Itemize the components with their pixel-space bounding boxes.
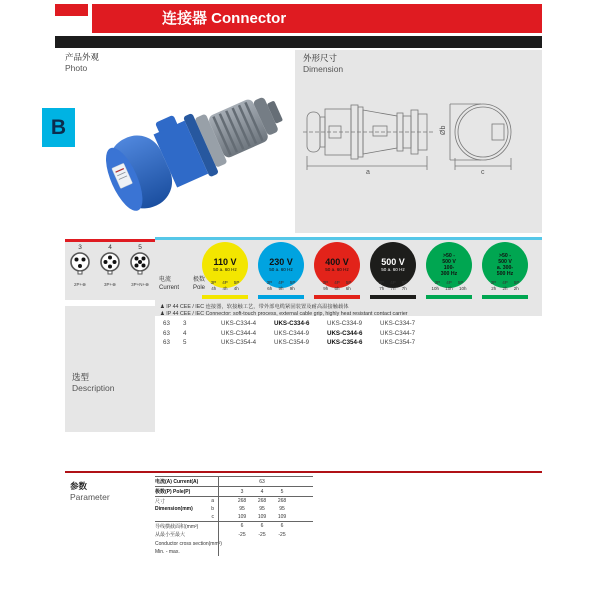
- model-code: UKS-C354-4: [221, 339, 257, 346]
- dimension-label-zh: 外形尺寸: [303, 53, 338, 63]
- dim-c-label: c: [481, 169, 485, 176]
- model-code: UKS-C344-9: [274, 329, 310, 337]
- model-code: UKS-C334-4: [221, 320, 257, 327]
- model-row: [163, 338, 538, 348]
- model-pole: 4: [183, 329, 187, 337]
- model-current: 63: [163, 320, 170, 327]
- voltage-circle-300-500hz: >50 - 500 V a. 300- 500 Hz: [482, 242, 528, 288]
- pin-count: 5: [138, 244, 142, 251]
- hour-codes-110v: 3P 4P 5P 4h 4h 4h: [210, 280, 240, 291]
- param-conductor-en-row: Conductor cross section(mm²): [155, 539, 313, 548]
- model-current: 63: [163, 339, 170, 346]
- voltage-freq: 50 a. 60 Hz: [325, 266, 349, 272]
- voltage-freq: 50 a. 60 Hz: [269, 266, 293, 272]
- pin-count: 3: [78, 244, 82, 251]
- pin-wiring-label: 3P+⊕: [104, 282, 116, 287]
- pin-face-5-icon: [128, 251, 152, 277]
- side-tab: B: [42, 108, 75, 147]
- parameter-label-zh: 参数: [70, 481, 88, 491]
- page-title: 连接器 Connector: [92, 4, 542, 33]
- model-row: [163, 329, 538, 339]
- parameter-divider: [65, 471, 542, 473]
- param-conductor-max-row: 从最小至最大 -25 -25 -25: [155, 531, 286, 538]
- note-icon: ♟: [160, 304, 165, 310]
- current-label-zh: 电流: [159, 277, 172, 283]
- model-pole: 3: [183, 320, 187, 327]
- hour-codes-500v: 3P 4P 5P 7h 7h 7h: [378, 280, 408, 291]
- hour-codes-300-500hz: 3P 4P 5P 2h 2h 2h: [490, 280, 520, 291]
- pin-wiring-label: 3P+N+⊕: [131, 282, 149, 287]
- model-code: UKS-C334-9: [327, 320, 363, 327]
- color-bar-400v: [314, 295, 360, 299]
- pin-config-3: [65, 242, 95, 288]
- model-code: UKS-C354-9: [274, 339, 310, 346]
- header-divider-bar: [55, 36, 542, 48]
- param-dim-row-c: c 109 109 109: [155, 513, 313, 522]
- voltage-value: 110 V: [213, 256, 237, 267]
- param-pole-row: 极数(P) Pole(P) 3 4 5: [155, 487, 313, 497]
- hour-codes-100-300hz: 3P 4P 5P 10h 10h 10h: [431, 280, 467, 291]
- voltage-circle-100-300hz: >50 - 500 V 100- 300 Hz: [426, 242, 472, 288]
- voltage-value: 500 V: [381, 256, 405, 267]
- description-label-en: Description: [72, 383, 115, 393]
- pole-label-zh: 极数: [193, 277, 206, 283]
- note-en: IP 44 CEE / IEC Connector: soft-touch process, external cable grip, highly heat resistant contact carrier: [166, 311, 408, 317]
- pin-config-box: [65, 239, 155, 300]
- current-column-header: [159, 276, 179, 292]
- dimension-panel: [295, 50, 542, 233]
- model-code: UKS-C334-6: [274, 320, 310, 327]
- model-code: UKS-C344-6: [327, 329, 363, 337]
- photo-label-en: Photo: [65, 63, 88, 73]
- param-current-row: 电流(A) Current(A) 63: [155, 477, 313, 487]
- pole-label-en: Pole: [193, 285, 206, 291]
- param-dim-row-a: 尺寸 a 268 268 268: [155, 498, 287, 505]
- model-current: 63: [163, 329, 170, 337]
- voltage-strip: [155, 237, 542, 316]
- photo-label-zh: 产品外观: [65, 52, 100, 62]
- model-code: UKS-C334-7: [380, 320, 416, 327]
- current-label-en: Current: [159, 285, 180, 291]
- param-dim-row-b: Dimension(mm) b 95 95 95: [155, 506, 285, 512]
- model-table: [163, 319, 538, 348]
- param-current-value: 63: [259, 478, 265, 485]
- note-zh: IP 44 CEE / IEC 连接器，软接触工艺，带外部电缆紧固装置及耐高温接触载体: [166, 304, 349, 310]
- model-code: UKS-C354-7: [380, 339, 416, 346]
- voltage-value: 400 V: [325, 256, 349, 267]
- hour-codes-400v: 3P 4P 5P 9h 6h 6h: [322, 280, 352, 291]
- color-bar-500v: [370, 295, 416, 299]
- color-bar-300-500hz: [482, 295, 528, 299]
- note-icon: ♟: [160, 311, 165, 317]
- color-bar-100-300hz: [426, 295, 472, 299]
- pin-face-4-icon: [98, 251, 122, 277]
- pin-config-4: [95, 242, 125, 288]
- description-label-zh: 选型: [72, 372, 90, 382]
- param-minmax-row: Min. - max.: [155, 548, 313, 556]
- pin-wiring-label: 2P+⊕: [74, 282, 86, 287]
- voltage-value: 230 V: [269, 256, 293, 267]
- pin-config-5: [125, 242, 155, 288]
- header-red-chip: [55, 4, 88, 16]
- color-bar-110v: [202, 295, 248, 299]
- dim-b-label: Øb: [440, 125, 447, 135]
- parameter-label-en: Parameter: [70, 492, 110, 502]
- description-header: [72, 372, 115, 394]
- voltage-freq: 50 a. 60 Hz: [381, 266, 405, 272]
- parameter-header: [70, 481, 110, 503]
- product-notes: [160, 304, 408, 318]
- parameter-table: [155, 476, 313, 556]
- pin-face-3-icon: [68, 251, 92, 277]
- model-pole: 5: [183, 339, 187, 346]
- dimension-label-en: Dimension: [303, 64, 344, 74]
- dim-a-label: a: [366, 169, 370, 176]
- pin-count: 4: [108, 244, 112, 251]
- model-code: UKS-C344-4: [221, 329, 257, 337]
- color-bar-230v: [258, 295, 304, 299]
- param-conductor-min-row: 导线横截面积(mm²) 6 6 6: [155, 523, 284, 530]
- product-photo: [85, 55, 295, 233]
- hour-codes-230v: 3P 4P 5P 6h 9h 9h: [266, 280, 296, 291]
- description-box: [65, 306, 155, 432]
- model-code: UKS-C354-6: [327, 339, 363, 346]
- voltage-freq: 50 a. 60 Hz: [213, 266, 237, 272]
- dimension-drawing: [295, 50, 542, 233]
- model-row: [163, 319, 538, 329]
- model-code: UKS-C344-7: [380, 329, 416, 337]
